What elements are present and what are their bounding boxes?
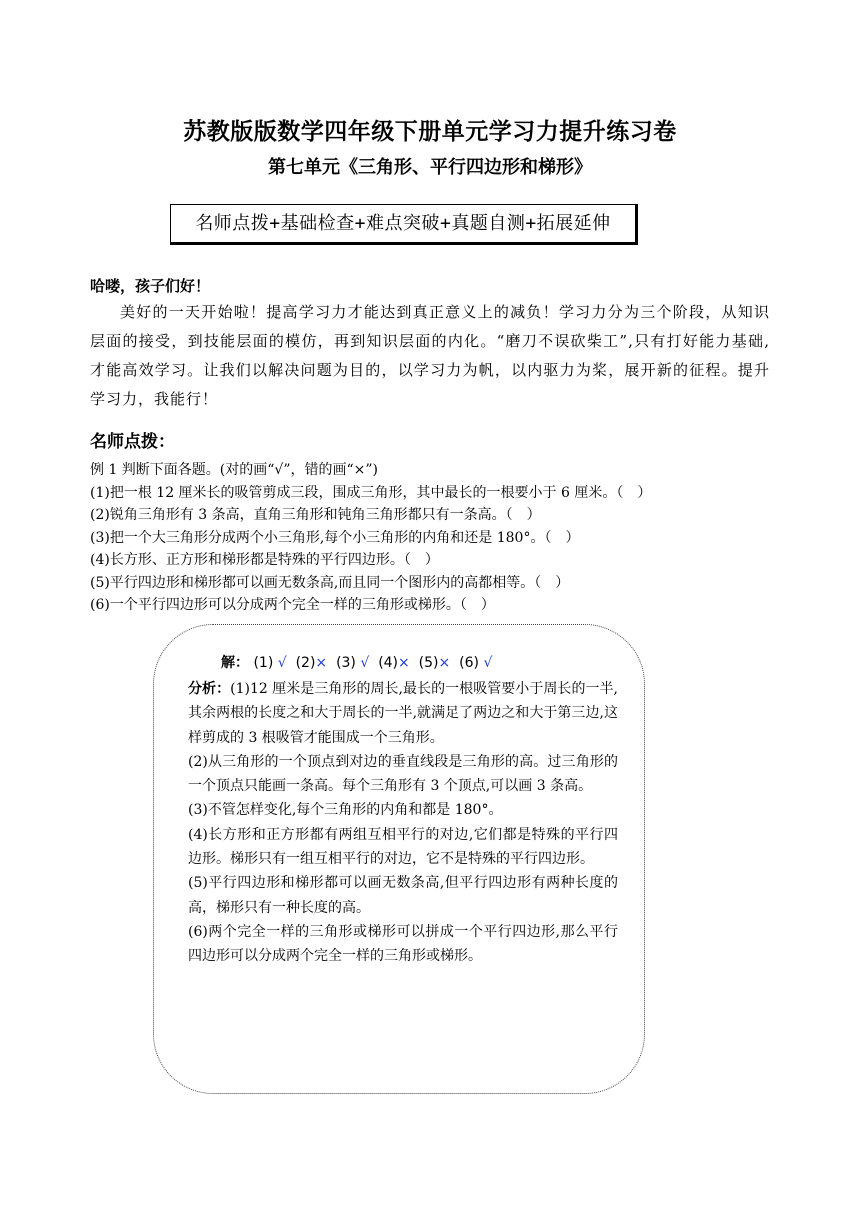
question-item: (1)把一根 12 厘米长的吸管剪成三段，围成三角形，其中最长的一根要小于 6 厘米。（ ） — [90, 484, 652, 501]
answer-summary — [221, 652, 492, 672]
example-questions — [90, 459, 790, 617]
question-item: (3)把一个大三角形分成两个小三角形,每个小三角形的内角和还是 180°。（ ） — [90, 529, 580, 546]
answer-num: (4) — [378, 655, 399, 671]
analysis-item: 分析：(1)12 厘米是三角形的周长,最长的一根吸管要小于周长的一半,其余两根的长度之和大于周长的一半,就满足了两边之和大于第三边,这样剪成的 3 根吸管才能围成一个三角形。 — [188, 681, 619, 746]
check-mark: √ — [483, 655, 493, 671]
question-item: (2)锐角三角形有 3 条高，直角三角形和钝角三角形都只有一条高。（ ） — [90, 507, 541, 523]
unit-subtitle: 第七单元《三角形、平行四边形和梯形》 — [268, 157, 592, 178]
check-mark: √ — [277, 655, 287, 671]
analysis-item: (6)两个完全一样的三角形或梯形可以拼成一个平行四边形,那么平行四边形可以分成两个完全一样的三角形或梯形。 — [188, 923, 618, 965]
analysis-block — [188, 677, 618, 969]
answer-num: (6) — [459, 655, 479, 671]
answer-num: (1) — [253, 655, 274, 671]
analysis-item: (5)平行四边形和梯形都可以画无数条高,但平行四边形有两种长度的高，梯形只有一种长度的高。 — [188, 875, 618, 916]
question-item: (5)平行四边形和梯形都可以画无数条高,而且同一个图形内的高都相等。（ ） — [90, 574, 570, 591]
intro-paragraph: 美好的一天开始啦！提高学习力才能达到真正意义上的减负！学习力分为三个阶段，从知识层面的接受，到技能层面的模仿，再到知识层面的内化。“磨刀不误砍柴工”,只有打好能力基础,才能高效学习。让我们以解决问题为目的，以学习力为帆，以内驱力为桨，展开新的征程。提升学习力，我能行！ — [90, 303, 770, 408]
check-mark: √ — [360, 655, 370, 671]
analysis-item: (4)长方形和正方形都有两组互相平行的对边,它们都是特殊的平行四边形。梯形只有一组互相平行的对边，它不是特殊的平行四边形。 — [188, 826, 618, 868]
answer-num: (3) — [336, 655, 356, 671]
analysis-label: 分析： — [188, 681, 231, 697]
analysis-item: (2)从三角形的一个顶点到对边的垂直线段是三角形的高。过三角形的一个顶点只能画一条高。每个三角形有 3 个顶点,可以画 3 条高。 — [188, 753, 618, 795]
cross-mark: × — [398, 655, 410, 671]
cross-mark: × — [315, 655, 328, 671]
answer-num: (5) — [418, 655, 439, 671]
question-item: (6)一个平行四边形可以分成两个完全一样的三角形或梯形。（ ） — [90, 597, 495, 613]
example-instruction: 例 1 判断下面各题。(对的画“√”，错的画“×”) — [90, 462, 379, 478]
analysis-item: (3)不管怎样变化,每个三角形的内角和都是 180°。 — [188, 802, 503, 819]
cross-mark: × — [438, 655, 451, 671]
answer-label: 解： — [221, 655, 249, 671]
question-item: (4)长方形、正方形和梯形都是特殊的平行四边形。（ ） — [90, 552, 439, 568]
page-title: 苏教版版数学四年级下册单元学习力提升练习卷 — [183, 119, 677, 145]
answer-num: (2) — [295, 655, 316, 671]
section-title: 名师点拨： — [90, 432, 175, 452]
feature-banner: 名师点拨+基础检查+难点突破+真题自测+拓展延伸 — [170, 204, 638, 245]
greeting: 哈喽，孩子们好！ — [90, 277, 211, 295]
